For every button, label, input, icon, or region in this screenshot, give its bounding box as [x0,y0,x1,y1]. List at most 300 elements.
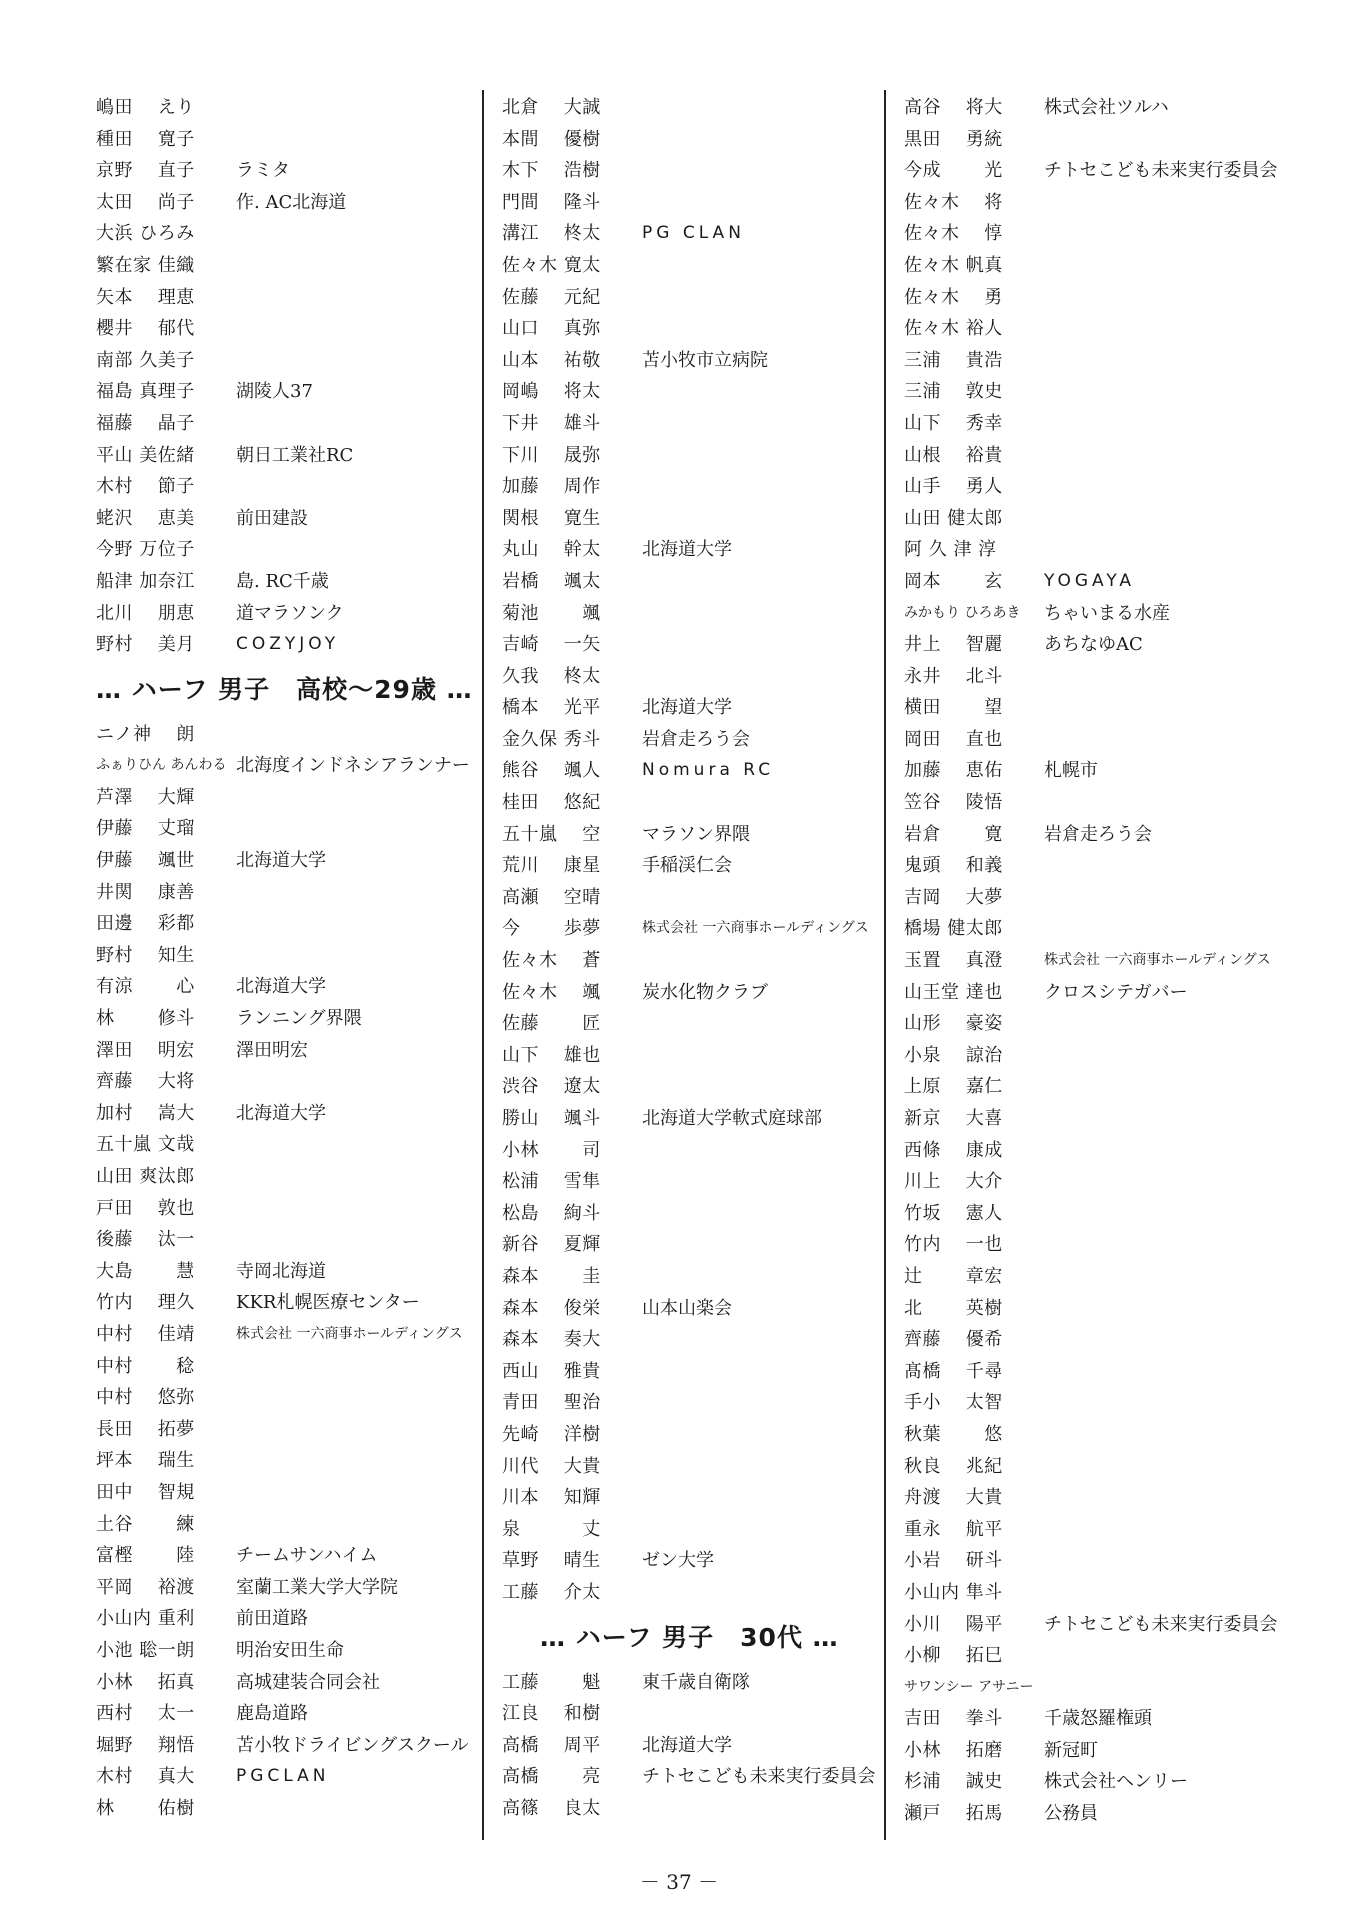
runner-name: 三浦 貴浩 [904,349,1003,371]
list-item [502,124,880,156]
runner-name: 荒川 康星 [502,855,601,877]
runner-affiliation: ちゃいまる水産 [1044,602,1170,624]
runner-name: 重永 航平 [904,1518,1003,1540]
runner-name: 森本 俊栄 [502,1297,601,1319]
runner-name: 泉 丈 [502,1518,601,1540]
runner-name: 桂田 悠紀 [502,792,601,814]
runner-name: 船津 加奈江 [96,570,195,592]
runner-name: サワンシー アサニー [904,1678,1034,1695]
list-item [96,92,478,124]
runner-name: 山田 健太郎 [904,507,1003,529]
runner-name: 三浦 敦史 [904,381,1003,403]
runner-affiliation: KKR札幌医療センター [236,1292,420,1314]
runner-name: 平山 美佐緒 [96,444,195,466]
list-item [502,1229,880,1261]
runner-name: 佐々木 蒼 [502,950,601,972]
list-item [502,1761,880,1793]
list-item [502,440,880,472]
runner-name: 加村 嵩大 [96,1102,195,1124]
list-item [904,661,1284,693]
runner-name: 阿 久 津 淳 [904,539,997,561]
runner-name: 福島 真理子 [96,381,195,403]
runner-affiliation: 苫小牧市立病院 [642,349,768,371]
list-item [904,376,1284,408]
runner-name: 高橋 周平 [502,1734,601,1756]
list-item [904,1672,1284,1704]
runner-name: 高瀬 空晴 [502,886,601,908]
list-item [502,1545,880,1577]
runner-name: 髙橋 千尋 [904,1360,1003,1382]
runner-affiliation: 株式会社 一六商事ホールディングス [1044,952,1271,969]
runner-name: 丸山 幹太 [502,539,601,561]
list-item [96,408,478,440]
list-item [502,566,880,598]
runner-name: 五十嵐 空 [502,823,601,845]
list-item [502,345,880,377]
runner-affiliation: 作. AC北海道 [236,191,347,213]
list-item [904,1166,1284,1198]
list-item [502,1577,880,1609]
list-item [96,719,478,751]
runner-name: 松島 絢斗 [502,1202,601,1224]
list-item [502,1451,880,1483]
runner-name: 井関 康善 [96,881,195,903]
runner-name: 秋葉 悠 [904,1423,1003,1445]
runner-name: 吉田 拳斗 [904,1708,1003,1730]
list-item [502,408,880,440]
list-item [904,755,1284,787]
list-item [904,187,1284,219]
runner-name: 先崎 洋樹 [502,1423,601,1445]
runner-name: 伊藤 颯世 [96,850,195,872]
runner-name: みかもり ひろあき [904,604,1021,621]
runner-affiliation: 手稲渓仁会 [642,855,732,877]
runner-affiliation: 株式会社 一六商事ホールディングス [642,920,869,937]
column-3 [904,92,1284,1830]
list-item [502,755,880,787]
list-item [904,1040,1284,1072]
runner-affiliation: COZYJOY [236,634,340,655]
runner-name: 加藤 周作 [502,476,601,498]
runner-affiliation: 株式会社 一六商事ホールディングス [236,1325,463,1342]
list-item [904,408,1284,440]
runner-name: 繁在家 佳織 [96,254,195,276]
runner-affiliation: 室蘭工業大学大学院 [236,1576,398,1598]
runner-affiliation: 鹿島道路 [236,1703,308,1725]
column-1 [96,92,478,1824]
list-item [96,503,478,535]
runner-name: 澤田 明宏 [96,1039,195,1061]
runner-name: 小林 拓真 [96,1671,195,1693]
list-item [904,1008,1284,1040]
list-item [96,1445,478,1477]
list-item [904,566,1284,598]
runner-name: 林 修斗 [96,1008,195,1030]
runner-name: 竹内 一也 [904,1234,1003,1256]
runner-affiliation: 朝日工業社RC [236,444,354,466]
runner-name: 工藤 介太 [502,1581,601,1603]
list-item [904,218,1284,250]
runner-name: 小山内 隼斗 [904,1581,1003,1603]
section-heading-half-men-highschool-29: … ハーフ 男子 高校～29歳 … [96,674,473,704]
runner-name: 久我 柊太 [502,665,601,687]
runner-name: 西條 康成 [904,1139,1003,1161]
runner-name: 手小 太智 [904,1392,1003,1414]
list-item [502,1730,880,1762]
runner-name: 長田 拓夢 [96,1418,195,1440]
list-item [904,250,1284,282]
list-item [904,1293,1284,1325]
runner-affiliation: 新冠町 [1044,1739,1098,1761]
list-item [904,1577,1284,1609]
runner-name: 平岡 裕渡 [96,1576,195,1598]
list-item [502,1356,880,1388]
runner-affiliation: 明治安田生命 [236,1639,344,1661]
runner-name: 齊藤 大将 [96,1071,195,1093]
list-item [96,250,478,282]
list-item [904,1071,1284,1103]
list-item [502,787,880,819]
list-item [904,1356,1284,1388]
runner-name: 小柳 拓巳 [904,1645,1003,1667]
runner-name: 岡嶋 将太 [502,381,601,403]
list-item [96,1161,478,1193]
runner-affiliation: チトセこども未来実行委員会 [642,1766,876,1788]
list-item [904,1103,1284,1135]
list-item [96,971,478,1003]
runner-affiliation: 北海度インドネシアランナー [236,755,470,777]
list-item [96,1066,478,1098]
list-item [96,1003,478,1035]
list-item [96,376,478,408]
runner-affiliation: マラソン界隈 [642,823,750,845]
runner-name: 川本 知輝 [502,1487,601,1509]
list-item [502,819,880,851]
runner-name: 田邊 彩都 [96,913,195,935]
runner-name: 佐々木 将 [904,191,1003,213]
list-item [96,1761,478,1793]
list-item [904,1419,1284,1451]
list-item [502,1103,880,1135]
runner-name: 本間 優樹 [502,128,601,150]
runner-name: 今 歩夢 [502,918,601,940]
runner-name: 大浜 ひろみ [96,223,195,245]
runner-affiliation: 北海道大学軟式庭球部 [642,1108,822,1129]
runner-name: 川代 大貴 [502,1455,601,1477]
list-item [96,908,478,940]
list-item [96,845,478,877]
list-item [502,1482,880,1514]
runner-name: 金久保 秀斗 [502,728,601,750]
list-item [502,376,880,408]
list-item [502,218,880,250]
runner-name: 上原 嘉仁 [904,1076,1003,1098]
list-item [904,1609,1284,1641]
runner-name: 南部 久美子 [96,349,195,371]
runner-name: 木村 真大 [96,1766,195,1788]
runner-affiliation: 湖陵人37 [236,381,313,403]
runner-name: ニノ神 朗 [96,723,195,745]
list-item [96,1351,478,1383]
runner-affiliation: 澤田明宏 [236,1039,308,1061]
list-item [96,1793,478,1825]
list-item [904,1798,1284,1830]
list-item [502,882,880,914]
list-item [96,187,478,219]
runner-name: 小林 拓磨 [904,1739,1003,1761]
list-item [96,1098,478,1130]
list-item [96,750,478,782]
runner-name: 下井 雄斗 [502,412,601,434]
runner-name: 佐々木 惇 [904,223,1003,245]
list-item [904,819,1284,851]
list-half-men-30s-continued [904,92,1284,1830]
list-item [904,1640,1284,1672]
runner-affiliation: あちなゆAC [1044,634,1143,656]
runner-name: 佐々木 寛太 [502,254,601,276]
runner-name: 芦澤 大輝 [96,786,195,808]
runner-name: 竹内 理久 [96,1292,195,1314]
list-item [96,155,478,187]
list-item [502,313,880,345]
list-item [502,1667,880,1699]
list-item [502,850,880,882]
list-half-men-highschool-29-continued [502,92,880,1609]
runner-name: 北川 朋恵 [96,602,195,624]
runner-name: 山本 祐敬 [502,349,601,371]
list-item [96,471,478,503]
list-item [904,1387,1284,1419]
runner-affiliation: 北海道大学 [642,1734,732,1756]
list-item [904,534,1284,566]
runner-name: 佐藤 匠 [502,1013,601,1035]
runner-name: 木村 節子 [96,476,195,498]
runner-name: 小林 司 [502,1139,601,1161]
runner-name: 中村 稔 [96,1355,195,1377]
list-item [904,913,1284,945]
list-item [904,1766,1284,1798]
list-item [502,503,880,535]
runner-name: 坪本 瑞生 [96,1450,195,1472]
runner-affiliation: クロスシテガバー [1044,981,1188,1003]
list-item [96,1572,478,1604]
runner-name: 種田 寛子 [96,128,195,150]
runner-name: 松浦 雪隼 [502,1171,601,1193]
column-2 [502,92,880,1824]
runner-affiliation: 株式会社ヘンリー [1044,1771,1188,1793]
runner-name: 嶋田 えり [96,97,195,118]
runner-name: 田中 智規 [96,1481,195,1503]
runner-name: 竹坂 憲人 [904,1202,1003,1224]
runner-name: 後藤 汰一 [96,1229,195,1251]
list-half-men-highschool-29 [96,719,478,1825]
list-item [904,692,1284,724]
runner-affiliation: 島. RC千歳 [236,570,329,592]
list-item [96,782,478,814]
list-item [96,1635,478,1667]
list-item [904,945,1284,977]
list-item [502,1793,880,1825]
list-item [904,1135,1284,1167]
runner-name: 木下 浩樹 [502,160,601,182]
runner-name: 北倉 大誠 [502,97,601,118]
runner-affiliation: チトセこども未来実行委員会 [1044,160,1278,182]
list-item [502,1514,880,1546]
runner-affiliation: 北海道大学 [236,1102,326,1124]
runner-affiliation: 前田建設 [236,507,308,529]
list-item [502,1166,880,1198]
runner-affiliation: 北海道大学 [642,539,732,561]
list-item [904,1545,1284,1577]
list-item [904,882,1284,914]
list-item [96,629,478,661]
runner-name: 横田 望 [904,697,1003,719]
runner-name: 岡田 直也 [904,728,1003,750]
runner-name: ふぁりひん あんわる [96,757,227,774]
runner-name: 加藤 恵佑 [904,760,1003,782]
list-item [904,1514,1284,1546]
list-item [502,977,880,1009]
list-item [904,440,1284,472]
runner-name: 玉置 真澄 [904,950,1003,972]
list-item [502,661,880,693]
runner-affiliation: PGCLAN [236,1766,330,1787]
list-item [96,218,478,250]
runner-affiliation: 岩倉走ろう会 [642,728,750,750]
list-item [502,282,880,314]
runner-name: 富樫 陸 [96,1545,195,1567]
list-item [96,1129,478,1161]
runner-affiliation: 岩倉走ろう会 [1044,823,1152,845]
list-item [502,1293,880,1325]
list-item [502,913,880,945]
runner-name: 吉崎 一矢 [502,634,601,656]
list-item [502,1071,880,1103]
runner-name: 川上 大介 [904,1171,1003,1193]
runner-affiliation: ゼン大学 [642,1550,714,1572]
runner-name: 山王堂 達也 [904,981,1003,1003]
list-item [904,1451,1284,1483]
runner-affiliation: 公務員 [1044,1803,1098,1825]
runner-affiliation: Nomura RC [642,760,775,781]
list-item [904,503,1284,535]
runner-name: 笠谷 陵悟 [904,792,1003,814]
list-item [96,1509,478,1541]
runner-name: 佐々木 裕人 [904,318,1003,340]
runner-name: 野村 美月 [96,634,195,656]
runner-affiliation: 苫小牧ドライビングスクール [236,1734,469,1756]
runner-affiliation: 前田道路 [236,1608,308,1630]
list-item [96,813,478,845]
runner-affiliation: ラミタ [236,160,290,182]
list-item [96,1698,478,1730]
list-item [904,1198,1284,1230]
runner-name: 秋良 兆紀 [904,1455,1003,1477]
list-item [502,92,880,124]
runner-name: 森本 奏大 [502,1329,601,1351]
runner-name: 京野 直子 [96,160,195,182]
runner-name: 有涼 心 [96,976,195,998]
list-item [904,787,1284,819]
runner-name: 山形 豪姿 [904,1013,1003,1035]
list-item [502,1324,880,1356]
list-item [502,724,880,756]
list-item [502,534,880,566]
runner-name: 高谷 将大 [904,97,1003,118]
runner-name: 齊藤 優希 [904,1329,1003,1351]
runner-name: 土谷 練 [96,1513,195,1535]
list-item [904,155,1284,187]
list-item [96,1667,478,1699]
runner-affiliation: YOGAYA [1044,570,1136,591]
runner-affiliation: 寺岡北海道 [236,1260,326,1282]
runner-name: 菊池 颯 [502,602,601,624]
runner-name: 中村 佳靖 [96,1323,195,1345]
list-item [502,1040,880,1072]
runner-name: 永井 北斗 [904,665,1003,687]
runner-name: 今成 光 [904,160,1003,182]
list-item [96,598,478,630]
runner-name: 鬼頭 和義 [904,855,1003,877]
runner-affiliation: 高城建装合同会社 [236,1671,380,1693]
list-item [904,92,1284,124]
runner-affiliation: 道マラソンク [236,602,344,624]
runner-name: 岡本 玄 [904,570,1003,592]
runner-name: 杉浦 誠史 [904,1771,1003,1793]
runner-name: 瀬戸 拓馬 [904,1803,1003,1825]
runner-name: 今野 万位子 [96,539,195,561]
list-item [502,1419,880,1451]
list-item [502,1387,880,1419]
list-item [502,629,880,661]
section-heading-half-men-30s: … ハーフ 男子 30代 … [540,1622,839,1652]
list-item [502,598,880,630]
list-item [502,471,880,503]
runner-name: 佐々木 勇 [904,286,1003,308]
runner-affiliation: 株式会社ツルハ [1044,97,1169,118]
runner-affiliation: 札幌市 [1044,760,1098,782]
list-item [96,534,478,566]
list-item [904,629,1284,661]
list-item [904,724,1284,756]
list-item [904,598,1284,630]
list-item [96,282,478,314]
list-item [96,1287,478,1319]
runner-name: 伊藤 丈瑠 [96,818,195,840]
runner-name: 新谷 夏輝 [502,1234,601,1256]
runner-name: 中村 悠弥 [96,1387,195,1409]
runner-affiliation: チームサンハイム [236,1545,378,1567]
page-number: － 37 － [639,1870,719,1894]
runner-name: 山根 裕貴 [904,444,1003,466]
runner-affiliation: チトセこども未来実行委員会 [1044,1613,1278,1635]
list-item [502,1008,880,1040]
runner-name: 櫻井 郁代 [96,318,195,340]
runner-name: 西山 雅貴 [502,1360,601,1382]
list-women-continued [96,92,478,661]
runner-affiliation: 炭水化物クラブ [642,981,768,1003]
list-item [904,1735,1284,1767]
runner-name: 橋本 光平 [502,697,601,719]
runner-name: 吉岡 大夢 [904,886,1003,908]
runner-name: 岩橋 颯太 [502,570,601,592]
runner-name: 草野 晴生 [502,1550,601,1572]
runner-affiliation: ランニング界隈 [236,1008,362,1030]
list-item [502,1198,880,1230]
runner-affiliation: 北海道大学 [236,850,326,872]
runner-name: 森本 圭 [502,1265,601,1287]
list-item [904,1229,1284,1261]
